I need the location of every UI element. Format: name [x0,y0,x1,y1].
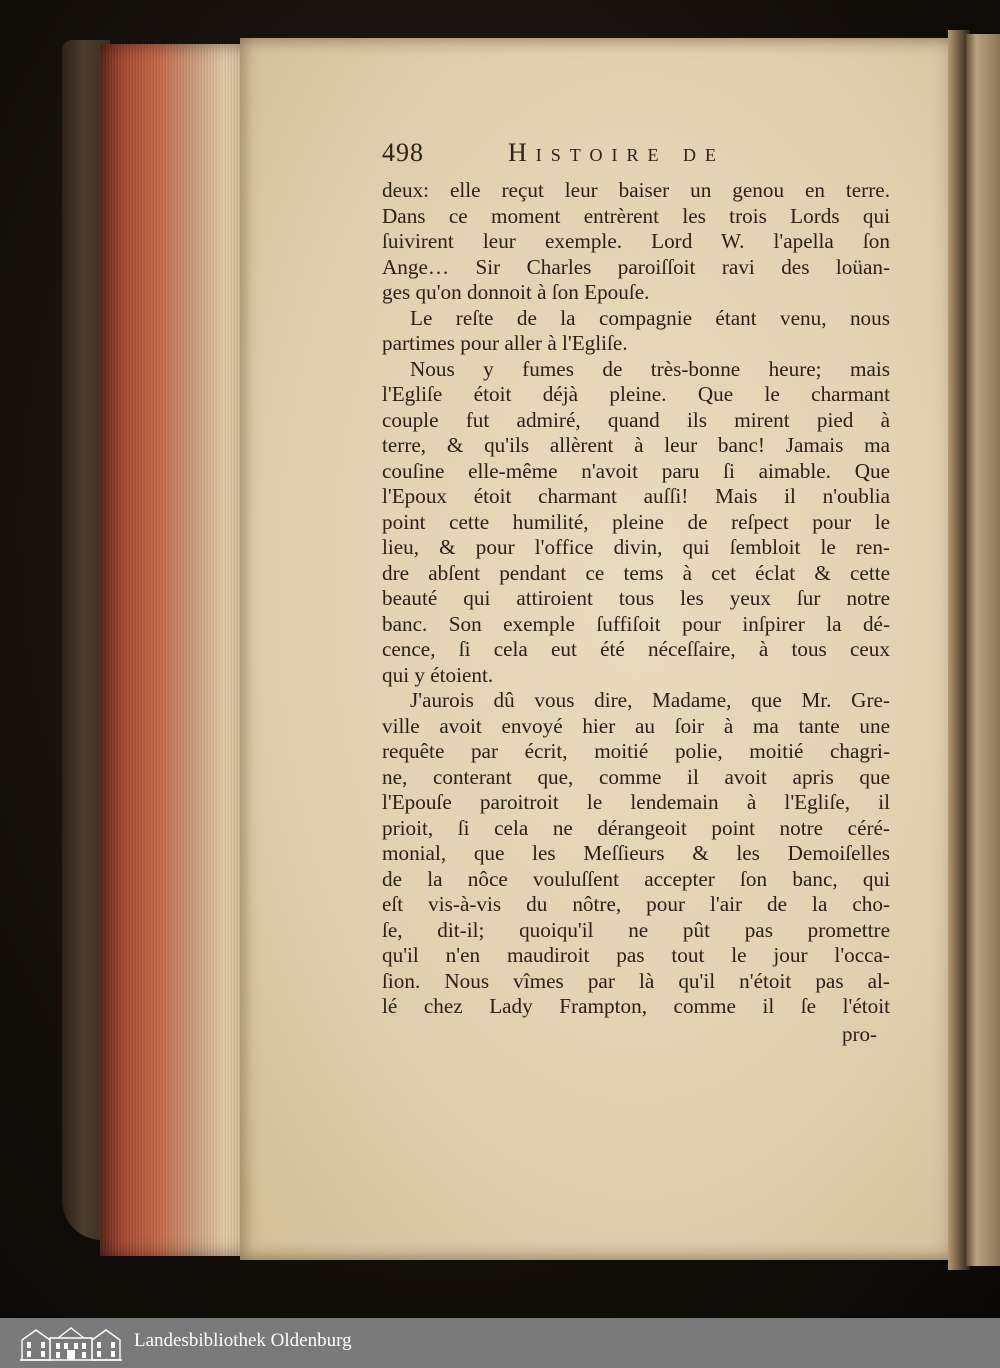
running-title: Histoire de [508,138,725,167]
text-line: ſuivirent leur exemple. Lord W. l'apella ſon [382,229,890,253]
text-line: J'aurois dû vous dire, Madame, que Mr. Gre- [410,688,890,712]
text-line: monial, que les Meſſieurs & les Demoiſelles [382,841,890,865]
footer-label: Landesbibliothek Oldenburg [134,1330,352,1351]
text-line: ſe, dit-il; quoiqu'il ne pût pas promettre [382,917,890,942]
text-line: Ange… Sir Charles paroiſſoit ravi des loüan- [382,254,890,279]
facing-page-edge [966,34,1000,1266]
text-line: ſion. Nous vîmes par là qu'il n'étoit pas al- [382,968,890,993]
text-line: ne, conterant que, comme il avoit apris que [382,764,890,789]
text-line: eſt vis-à-vis du nôtre, pour l'air de la cho- [382,892,890,916]
text-line: qui y étoient. [382,662,494,687]
text-line: deux: elle reçut leur baiser un genou en terre. [382,178,890,202]
body-text [382,178,890,1020]
text-line: ville avoit envoyé hier au ſoir à ma tante une [382,713,890,738]
text-line: partimes pour aller à l'Egliſe. [382,331,628,355]
text-line: banc. Son exemple ſuffiſoit pour inſpirer la dé- [382,611,890,636]
footer-bar [0,1318,1000,1368]
text-line: point cette humilité, pleine de reſpect pour le [382,509,890,534]
text-line: l'Egliſe étoit déjà pleine. Que le charmant [382,382,890,406]
text-line: lieu, & pour l'office divin, qui ſembloit le ren- [382,535,890,559]
text-line: Nous y fumes de très-bonne heure; mais [410,356,890,381]
running-header [382,138,902,174]
text-line: Le reſte de la compagnie étant venu, nous [410,305,890,330]
text-line: cence, ſi cela eut été néceſſaire, à tous ceux [382,637,890,661]
text-line: requête par écrit, moitié polie, moitié chagri- [382,739,890,763]
text-line: l'Epouſe paroitroit le lendemain à l'Egliſe, il [382,790,890,814]
book-fore-edge [100,44,250,1256]
text-line: terre, & qu'ils allèrent à leur banc! Jamais ma [382,433,890,457]
text-line: couſine elle-même n'avoit paru ſi aimable. Que [382,458,890,483]
text-line: l'Epoux étoit charmant auſſi! Mais il n'oublia [382,484,890,508]
text-line: couple fut admiré, quand ils mirent pied à [382,407,890,432]
text-line: lé chez Lady Frampton, comme il ſe l'étoit [382,994,890,1018]
text-line: ges qu'on donnoit à ſon Epouſe. [382,280,650,304]
catchword: pro- [842,1022,877,1046]
text-line: prioit, ſi cela ne dérangeoit point notre céré- [382,815,890,840]
library-building-icon [18,1324,124,1362]
text-line: Dans ce moment entrèrent les trois Lords qui [382,203,890,228]
text-line: de la nôce vouluſſent accepter ſon banc, qui [382,866,890,891]
text-line: qu'il n'en maudiroit pas tout le jour l'occa- [382,943,890,967]
text-line: beauté qui attiroient tous les yeux ſur notre [382,586,890,610]
page-number: 498 [382,138,424,167]
text-line: dre abſent pendant ce tems à cet éclat & cette [382,560,890,585]
